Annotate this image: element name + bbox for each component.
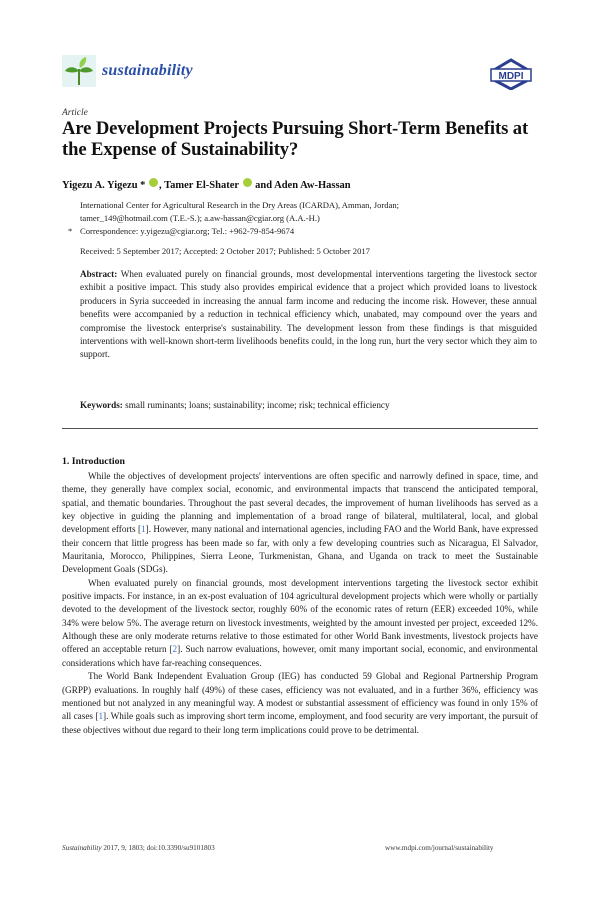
body-text xyxy=(62,470,538,737)
affiliations xyxy=(68,199,550,238)
paragraph-text: When evaluated purely on financial grounds, most development interventions targeting the livestock sector exhibit positive impacts. For instance, in an ex-post evaluation of 104 agricultural development projects which were wholly or partially devoted to the development of the livestock sector, roughly 60% of the economic rates of return (EER) exceeded 10%, while 34% were below 5%. The average return on livestock investments, weighted by the amount invested per project, exceeded 12%. Although these are only moderate returns relative to those estimated for other World Bank investments, livestock projects have offered an acceptable return [ xyxy=(62,577,538,655)
paragraph xyxy=(62,670,538,737)
keywords xyxy=(80,400,540,410)
author-separator: and xyxy=(252,180,275,191)
footer-citation-rest[interactable]: 2017, 9, 1803; doi:10.3390/su9101803 xyxy=(101,844,215,852)
author-separator: , xyxy=(159,180,165,191)
journal-logo[interactable] xyxy=(62,55,193,87)
footer-journal: Sustainability xyxy=(62,844,102,852)
keywords-text: small ruminants; loans; sustainability; income; risk; technical efficiency xyxy=(125,400,390,410)
section-divider xyxy=(62,428,538,429)
paragraph-text: ]. However, many national and international agencies, including FAO and the World Bank, have expressed their concern that little progress has been made so far, with only a few developing countries such as Nicaragua, El Salvador, Mauritania, Morocco, Philippines, Sierra Leone, Turkmenistan, Ghana, and Uganda on track to meet the Sustainable Development Goals (SDGs). xyxy=(62,524,538,575)
paragraph-text: While the objectives of development projects' interventions are often specific and narrowly defined in space, time, and theme, they generally have complex social, economic, and environmental impacts that transcend the anticipated temporal, spatial, and thematic boundaries. Throughout the past several decades, the improvement of human livelihoods has served as a key objective in guiding the planning and implementation of a broad range of bilateral, multilateral, local, and global development efforts [ xyxy=(62,471,538,535)
author-name[interactable]: Yigezu A. Yigezu xyxy=(62,180,138,191)
author-emails[interactable]: tamer_149@hotmail.com (T.E.-S.); a.aw-hassan@cgiar.org (A.A.-H.) xyxy=(80,213,320,223)
section-heading: 1. Introduction xyxy=(62,456,125,467)
journal-name: sustainability xyxy=(102,62,193,79)
citation-link[interactable]: 1 xyxy=(98,711,104,722)
abstract-text: When evaluated purely on financial grounds, most developmental interventions targeting the livestock sector exhibit a positive impact. This study also provides empirical evidence that a project which provided loans to livestock producers in Syria succeeded in increasing the annual farm income and reducing the income risk. However, these annual benefits were accompanied by a reduction in technical efficiency which, unabated, may compound over the years and compromise the livestock enterprise's sustainability. The development lesson from these findings is that misguided interventions with well-known short-term livelihoods benefits could, in the long run, hurt the very sector which they aim to support. xyxy=(80,269,537,360)
paragraph-text: The World Bank Independent Evaluation Group (IEG) has conducted 59 Global and Regional Partnership Program (GRPP) evaluations. In roughly half (49%) of these cases, efficiency was not evaluated, and in a further 36%, efficiency was mentioned but not analyzed in any meaningful way. A modest or substantial assessment of efficiency was found in only 15% of all cases [ xyxy=(62,671,538,722)
correspondence-text[interactable]: Correspondence: y.yigezu@cgiar.org; Tel.: +962-79-854-9674 xyxy=(80,226,295,236)
mdpi-logo[interactable] xyxy=(488,58,534,90)
paper-title: Are Development Projects Pursuing Short-Term Benefits at the Expense of Sustainability? xyxy=(62,118,529,160)
orcid-icon[interactable] xyxy=(149,178,158,187)
plant-sprout-icon xyxy=(62,55,96,87)
correspondence-line[interactable] xyxy=(68,225,550,238)
author-name[interactable]: Tamer El-Shater xyxy=(164,180,239,191)
orcid-icon[interactable] xyxy=(243,178,252,187)
paragraph xyxy=(62,470,538,577)
abstract xyxy=(80,268,537,362)
author-name[interactable]: Aden Aw-Hassan xyxy=(274,180,351,191)
footer-citation xyxy=(62,844,215,852)
publication-dates: Received: 5 September 2017; Accepted: 2 October 2017; Published: 5 October 2017 xyxy=(80,246,370,256)
citation-link[interactable]: 1 xyxy=(141,524,146,535)
paragraph xyxy=(62,577,538,670)
correspondence-marker: * xyxy=(68,226,73,236)
article-type: Article xyxy=(62,108,88,118)
citation-link[interactable]: 2 xyxy=(172,644,178,655)
footer-url[interactable]: www.mdpi.com/journal/sustainability xyxy=(385,844,494,852)
author-list xyxy=(62,178,351,191)
paragraph-text: ]. Such narrow evaluations, however, omit many important social, economic, and environmental considerations which have far-reaching consequences. xyxy=(62,644,538,668)
corresponding-marker: * xyxy=(140,180,146,191)
affiliation-line: International Center for Agricultural Research in the Dry Areas (ICARDA), Amman, Jordan; xyxy=(80,200,400,210)
paragraph-text: ]. While goals such as improving short term income, employment, and food security are very important, the pursuit of these objectives without due regard to their long term implications could prove to be detrimental. xyxy=(62,711,538,735)
keywords-label: Keywords: xyxy=(80,400,123,410)
abstract-label: Abstract: xyxy=(80,269,118,279)
mdpi-logo-text: MDPI xyxy=(498,71,524,82)
